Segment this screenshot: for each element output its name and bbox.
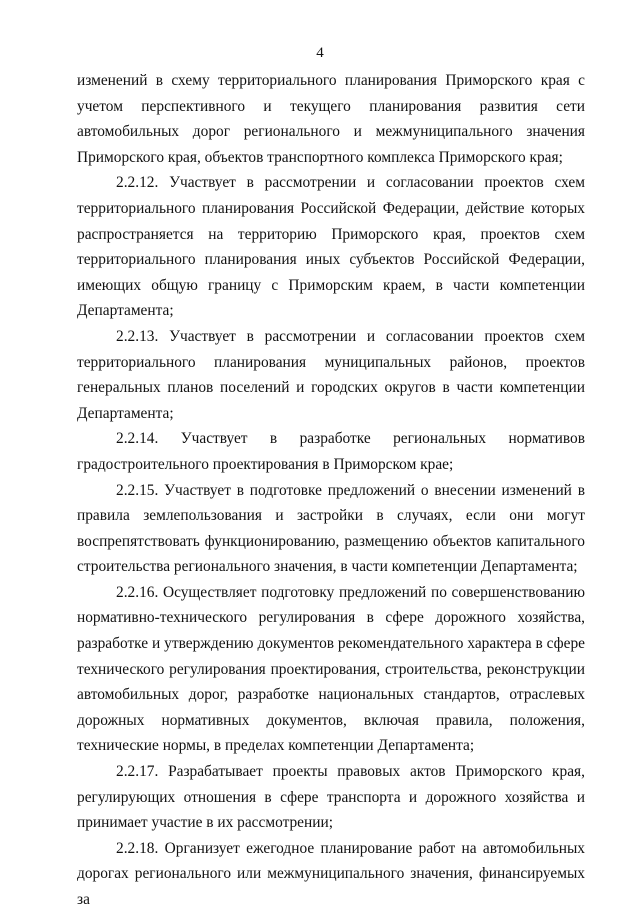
paragraph-2-2-12: 2.2.12. Участвует в рассмотрении и согласовании проектов схем территориального планирования Российской Федерации, действие которых распространяется на территорию Приморского края, проектов схем территориального планирования иных субъектов Российской Федерации, имеющих общую границу с Приморским краем, в части компетенции Департамента;	[77, 174, 585, 320]
paragraph-2-2-18: 2.2.18. Организует ежегодное планирование работ на автомобильных дорогах регионального или межмуниципального значения, финансируемых за	[77, 839, 585, 908]
page-number: 4	[316, 45, 324, 61]
paragraph-continuation: изменений в схему территориального планирования Приморского края с учетом перспективного и текущего планирования развития сети автомобильных дорог регионального и межмуниципального значения Приморского края, объектов транспортного комплекса Приморского края;	[77, 72, 585, 166]
paragraph-2-2-14: 2.2.14. Участвует в разработке региональных нормативов градостроительного проектирования в Приморском крае;	[77, 430, 585, 473]
paragraph-2-2-15: 2.2.15. Участвует в подготовке предложений о внесении изменений в правила землепользования и застройки в случаях, если они могут воспрепятствовать функционированию, размещению объектов капитального строительства регионального значения, в части компетенции Департамента;	[77, 481, 585, 576]
paragraph-2-2-13: 2.2.13. Участвует в рассмотрении и согласовании проектов схем территориального планирования муниципальных районов, проектов генеральных планов поселений и городских округов в части компетенции Департамента;	[77, 327, 585, 422]
document-body	[77, 68, 585, 913]
paragraph-2-2-16: 2.2.16. Осуществляет подготовку предложений по совершенствованию нормативно-технического регулирования в сфере дорожного хозяйства, разработке и утверждению документов рекомендательного характера в сфере технического регулирования проектирования, строительства, реконструкции автомобильных дорог, разработке национальных стандартов, отраслевых дорожных нормативных документов, включая правила, положения, технические нормы, в пределах компетенции Департамента;	[77, 583, 585, 755]
paragraph-2-2-17: 2.2.17. Разрабатывает проекты правовых актов Приморского края, регулирующих отношения в сфере транспорта и дорожного хозяйства и принимает участие в их рассмотрении;	[77, 763, 585, 832]
